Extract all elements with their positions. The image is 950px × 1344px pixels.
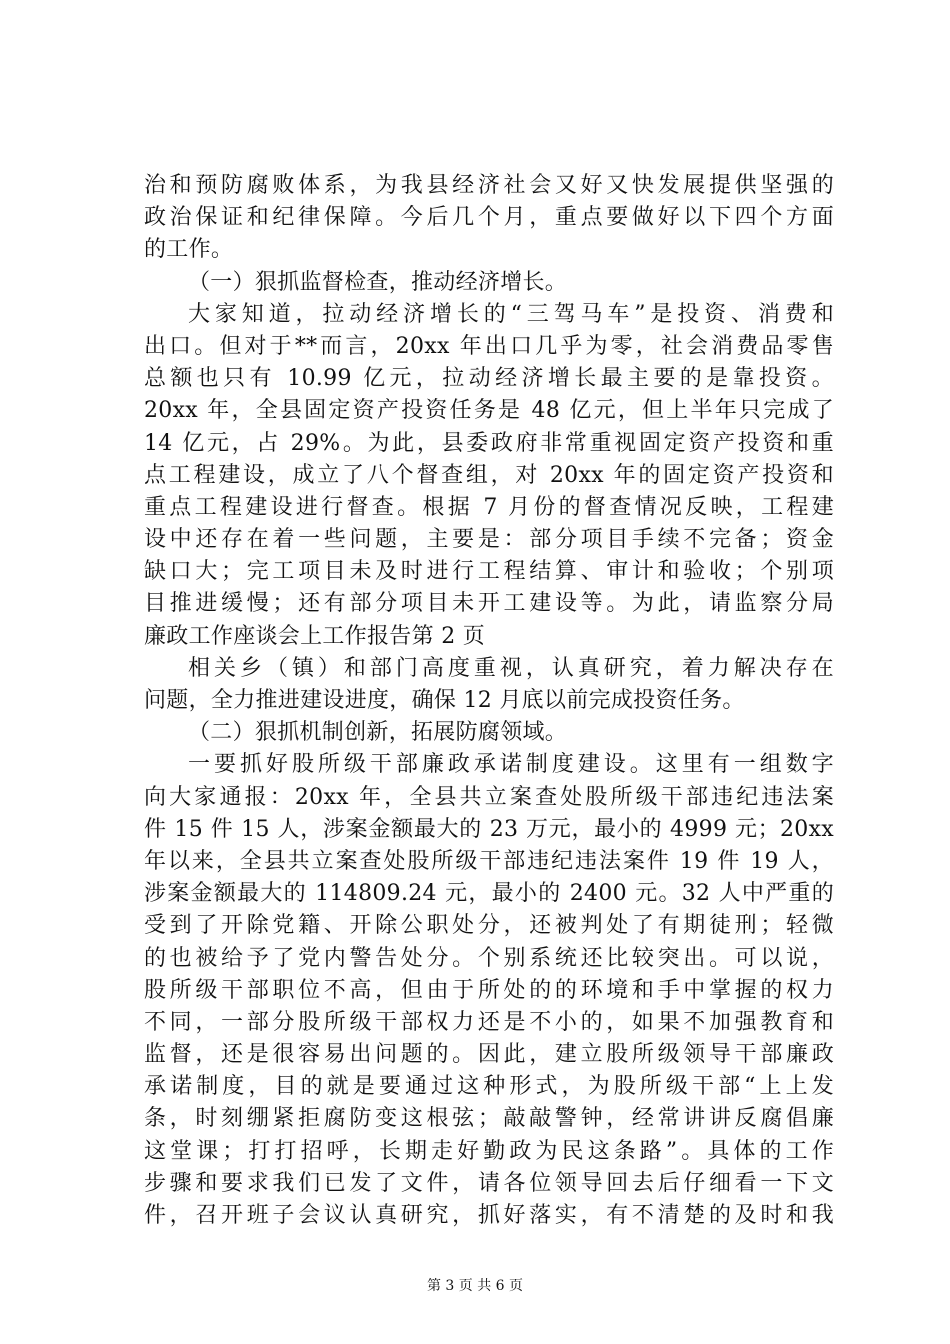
inline-page-marker: 廉政工作座谈会上工作报告第 2 页: [144, 623, 486, 649]
paragraph-start: 相关乡（镇）和部门高度重视，认真研究，着力解决存在: [188, 655, 834, 681]
body-line: 的工作。: [144, 237, 234, 263]
body-line: 总额也只有 10.99 亿元，拉动经济增长最主要的是靠投资。: [144, 366, 834, 392]
body-line: 股所级干部职位不高，但由于所处的的环境和手中掌握的权力: [144, 977, 834, 1003]
body-line: 设中还存在着一些问题，主要是：部分项目手续不完备；资金: [144, 527, 834, 553]
body-line: 受到了开除党籍、开除公职处分，还被判处了有期徒刑；轻微: [144, 913, 834, 939]
body-line: 的也被给予了党内警告处分。个别系统还比较突出。可以说，: [144, 945, 834, 971]
body-line: 步骤和要求我们已发了文件，请各位领导回去后仔细看一下文: [144, 1170, 834, 1196]
body-line: 年以来，全县共立案查处股所级干部违纪违法案件 19 件 19 人，: [144, 848, 834, 874]
body-line: 监督，还是很容易出问题的。因此，建立股所级领导干部廉政: [144, 1042, 834, 1068]
body-line: 治和预防腐败体系，为我县经济社会又好又快发展提供坚强的: [144, 173, 834, 198]
body-line: 问题，全力推进建设进度，确保 12 月底以前完成投资任务。: [144, 688, 745, 713]
section-heading-1: （一）狠抓监督检查，推动经济增长。: [188, 269, 568, 295]
body-line: 承诺制度，目的就是要通过这种形式，为股所级干部“上上发: [144, 1074, 834, 1100]
body-line: 20xx 年，全县固定资产投资任务是 48 亿元，但上半年只完成了: [144, 398, 834, 424]
body-line: 件 15 件 15 人，涉案金额最大的 23 万元，最小的 4999 元；20xx: [144, 816, 834, 842]
body-line: 缺口大；完工项目未及时进行工程结算、审计和验收；个别项: [144, 559, 834, 585]
document-body: [144, 170, 834, 1232]
body-line: 条，时刻绷紧拒腐防变这根弦；敲敲警钟，经常讲讲反腐倡廉: [144, 1106, 834, 1132]
paragraph-start: 一要抓好股所级干部廉政承诺制度建设。这里有一组数字: [188, 752, 834, 778]
body-line: 政治保证和纪律保障。今后几个月，重点要做好以下四个方面: [144, 205, 834, 231]
body-line: 点工程建设，成立了八个督查组，对 20xx 年的固定资产投资和: [144, 462, 834, 488]
section-heading-2: （二）狠抓机制创新，拓展防腐领域。: [188, 720, 568, 746]
body-line: 不同，一部分股所级干部权力还是不小的，如果不加强教育和: [144, 1009, 834, 1035]
body-line: 14 亿元，占 29%。为此，县委政府非常重视固定资产投资和重: [144, 430, 834, 456]
paragraph-start: 大家知道，拉动经济增长的“三驾马车”是投资、消费和: [188, 301, 834, 327]
body-line: 向大家通报：20xx 年，全县共立案查处股所级干部违纪违法案: [144, 784, 834, 810]
body-line: 出口。但对于**而言，20xx 年出口几乎为零，社会消费品零售: [144, 333, 834, 359]
body-line: 这堂课；打打招呼，长期走好勤政为民这条路”。具体的工作: [144, 1138, 834, 1164]
body-line: 目推进缓慢；还有部分项目未开工建设等。为此，请监察分局: [144, 591, 834, 617]
body-line: 涉案金额最大的 114809.24 元，最小的 2400 元。32 人中严重的: [144, 881, 834, 907]
body-line: 件，召开班子会议认真研究，抓好落实，有不清楚的及时和我: [144, 1203, 834, 1228]
body-line: 重点工程建设进行督查。根据 7 月份的督查情况反映，工程建: [144, 494, 834, 520]
page-number-footer: 第 3 页 共 6 页: [426, 1278, 524, 1294]
